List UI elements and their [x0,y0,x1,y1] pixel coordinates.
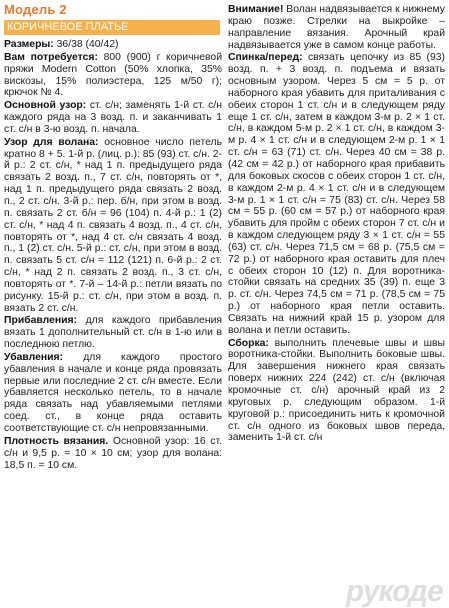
paragraph [228,52,445,336]
paragraph-label: Плотность вязания. [4,435,109,447]
paragraph-text: для каждого прибавления вязать 1 дополнительный ст. с/н в 1-ю или в последнюю петлю. [4,315,222,351]
paragraph-text: связать цепочку из 85 (93) возд. п. + 3 возд. п. подъема и вязать основным узором. Через 5 см = 5 р. от наборного края убавить для приталивания с обеих сторон 1 ст. с/н и в следующем ряду еще 1 ст. с/н, затем в каждом 3-м р. 2 × 1 ст. с/н, в каждом 5-м р. 2 × 1 ст. с/н, в каждом 3-м р. 4 × 1 ст. с/н и в следующем 2-м р. 1 × 1 ст. с/н = 63 (71) ст. с/н. Через 40 см = 38 р. (42 см = 42 р.) от наборного края прибавить для боковых скосов с обеих сторон 1 ст. с/н, в каждом 2-м р. 4 × 1 ст. с/н и в следующем 3-м р. 1 × 1 ст. с/н = 75 (83) ст. с/н. Через 58 см = 55 р. (60 см = 57 р.) от наборного края убавить для пройм с обеих сторон 7 ст. с/н и в каждом следующем ряду 3 × 1 ст. с/н = 55 (63) ст. с/н. Через 71,5 см = 68 р. (75,5 см = 72 р.) от наборного края оставить для плеч с обеих сторон 10 (12) п. Для воротника-стойки связать на средних 35 (39) п. еще 3 р. ст. с/н. Через 74,5 см = 71 р. (78,5 см = 75 р.) от наборного края петли оставить. Связать на нижний край 15 р. узором для волана и петли оставить. [228,52,445,336]
paragraph-text: для каждого простого убавления в начале и конце ряда провязать первые или последние 2 ст. с/н вместе. Если убавляется несколько петель, то в начале ряда связать над убавляемыми петлями соед. ст., в конце ряда оставить соответствующие ст. с/н непровязанными. [4,351,222,434]
paragraph-label: Спинка/перед: [228,52,303,64]
paragraph [4,352,222,435]
paragraph [4,315,222,351]
paragraph-label: Вам потребуется: [4,51,98,63]
paragraph-text: основное число петель кратно 8 + 5. 1-й р. (лиц. р.): 85 (93) ст. с/н. 2-й р.: 2 ст. с/н, * над 1 п. предыдущего ряда связать 2 возд. п., 7 ст. с/н, повторять от *, над 1 п. предыдущего ряда связать 2 возд. п., 2 ст. с/н. 3-й р.: пер. б/н, при этом в возд. п. связать 2 ст. б/н = 96 (104) п. 4-й р.: 1 (2) ст. с/н, * над 4 п. связать 4 возд. п., 4 ст. с/н, повторять от *, над 4 ст. с/н связать 4 возд. п., 1 (2) ст. с/н. 5-й р.: ст. с/н, при этом в возд. п. связать 5 ст. с/н = 112 (121) п. 6-й р.: 2 ст. с/н, * над 2 п. связать 2 возд. п., 3 ст. с/н, повторять от *. 7-й – 14-й р.: петли вязать по рисунку. 15-й р.: ст. с/н, при этом в возд. п. вязать 2 ст. с/н. [4,136,223,314]
paragraph-label: Убавления: [4,351,64,363]
paragraph-label: Сборка: [228,337,269,349]
paragraph [228,338,445,445]
paragraph-label: Основной узор: [4,100,87,112]
paragraph-label: Внимание! [228,4,284,15]
paragraph-text: выполнить плечевые швы и швы воротника-стойки. Выполнить боковые швы. Для завершения нижнего края связать поверх нижних 224 (242) ст. с/н (включая кромочные ст. с/н) арочный край из 2 круговых р. следующим образом. 1-й круговой р.: присоединить нить к кромочной ст. с/н одного из боковых швов переда, заменить 1-й ст. с/н [228,337,445,444]
paragraph-text: Волан надвязывается к нижнему краю позже. Стрелки на выкройке – направление вязания. Арочный край надвязывается уже в самом конце работы. [228,4,445,51]
right-paragraphs [228,4,445,444]
paragraph [4,100,222,136]
left-paragraphs [4,39,222,471]
paragraph-text: 800 (900) г коричневой пряжи Modern Cotton (50% хлопка, 35% вискозы, 15% полиэстера, 125 м/50 г); крючок № 4. [4,51,222,99]
model-title: Модель 2 [4,2,67,17]
paragraph-text: 36/38 (40/42) [53,39,119,50]
paragraph-label: Узор для волана: [4,136,99,148]
paragraph [4,436,222,472]
model-subtitle: КОРИЧНЕВОЕ ПЛАТЬЕ [4,20,220,35]
paragraph [4,52,222,99]
paragraph [4,39,222,51]
right-column [228,4,445,445]
paragraph-text: Основной узор: 16 ст. с/н и 9,5 р. = 10 × 10 см; узор для волана: 18,5 п. = 10 см. [4,435,222,471]
left-column [4,2,222,472]
paragraph [228,4,445,51]
paragraph [4,137,222,315]
paragraph-text: ст. с/н; заменять 1-й ст. с/н каждого ряда на 3 возд. п. и заканчивать 1 ст. с/н в 3-ю возд. п. начала. [4,100,222,135]
site-watermark: рукоде [343,575,446,608]
paragraph-label: Размеры: [4,39,54,50]
paragraph-label: Прибавления: [4,315,78,327]
